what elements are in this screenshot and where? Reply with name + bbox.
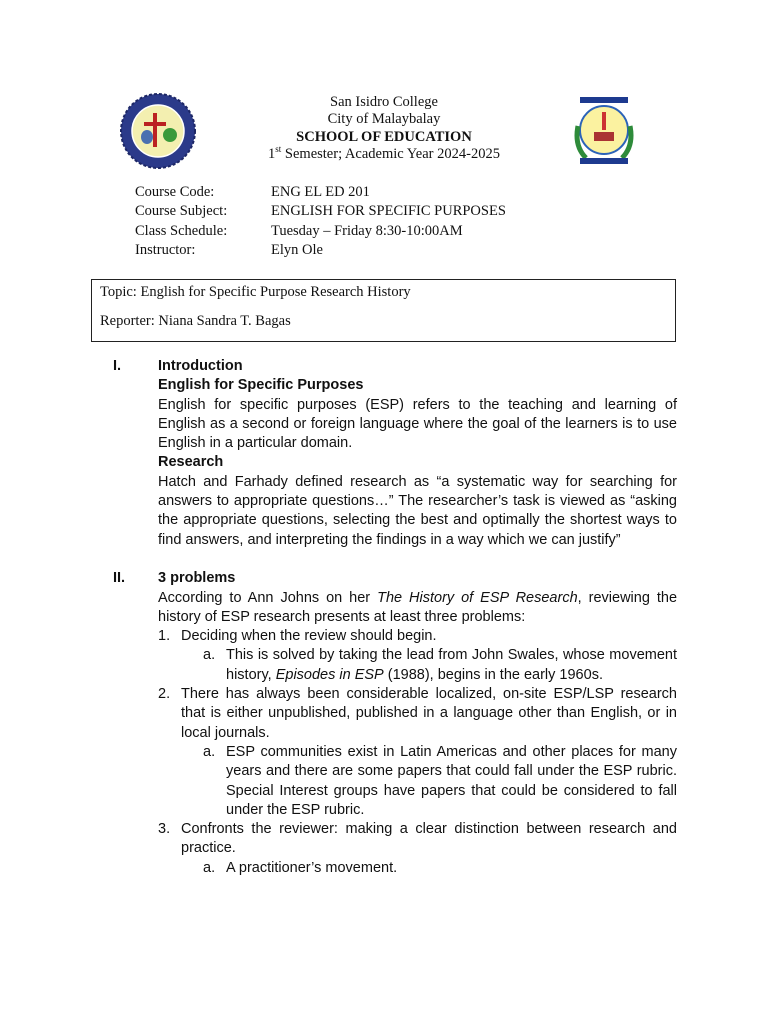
course-subject-row — [135, 202, 506, 221]
label: Class Schedule: — [135, 222, 228, 239]
sub-list-item: a. This is solved by taking the lead from John Swales, whose movement history, Episodes in ESP (1988), begins in the early 1960s. — [203, 647, 677, 683]
document-body — [113, 357, 678, 878]
paragraph: According to Ann Johns on her The History of ESP Research, reviewing the history of ESP research presents at least three problems: — [158, 589, 678, 625]
section-3-problems — [113, 569, 678, 878]
paragraph: English for specific purposes (ESP) refers to the teaching and learning of English as a second or foreign language where the goal of the learners is to use English in a particular domain. — [158, 396, 677, 452]
section-number: II. — [113, 570, 126, 587]
school-of-education-logo — [572, 96, 636, 173]
topic-box — [91, 279, 676, 342]
section-title: 3 problems — [158, 570, 236, 587]
san-isidro-college-seal-logo — [120, 93, 196, 174]
subheading: English for Specific Purposes — [158, 377, 364, 394]
sub-list-item: a. ESP communities exist in Latin Americas and other places for many years and there are some papers that could fall under the ESP rubric. Special Interest groups have papers that could be considered to fall under the ESP rubric. — [203, 743, 677, 818]
section-introduction — [113, 357, 677, 550]
value: ENG EL ED 201 — [271, 184, 370, 200]
semester-line: 1st Semester; Academic Year 2024-2025 — [268, 144, 500, 163]
instructor-row — [135, 241, 506, 260]
section-number: I. — [113, 358, 122, 374]
reporter-text: Reporter: Niana Sandra T. Bagas — [100, 313, 291, 329]
label: Instructor: — [135, 241, 196, 258]
document-header — [234, 94, 534, 164]
label: Course Subject: — [135, 203, 228, 220]
value: Tuesday – Friday 8:30-10:00AM — [271, 222, 463, 239]
list-item: 3. Confronts the reviewer: making a clear distinction between research and practice. — [158, 821, 677, 857]
course-code-row — [135, 183, 506, 202]
list-item: 1. Deciding when the review should begin. — [158, 628, 437, 645]
value: Elyn Ole — [271, 241, 323, 258]
college-name: San Isidro College — [330, 94, 438, 110]
label: Course Code: — [135, 184, 215, 200]
school-name: SCHOOL OF EDUCATION — [296, 128, 472, 145]
class-schedule-row — [135, 222, 506, 241]
list-item: 2. There has always been considerable localized, on-site ESP/LSP research that is either unpublished, published in a language other than English, or in local journals. — [158, 686, 677, 741]
paragraph: Hatch and Farhady defined research as “a systematic way for searching for answers to appropriate questions…” The researcher’s task is viewed as “asking the appropriate questions, selecting the best and optimally the shortest ways to find answers, and interpreting the findings in a way which we can justify” — [158, 473, 677, 548]
subheading: Research — [158, 454, 224, 471]
course-info — [135, 183, 506, 260]
value: ENGLISH FOR SPECIFIC PURPOSES — [271, 203, 506, 220]
city-name: City of Malaybalay — [327, 111, 441, 128]
topic-text: Topic: English for Specific Purpose Research History — [100, 284, 411, 300]
section-title: Introduction — [158, 358, 243, 374]
sub-list-item: a. A practitioner’s movement. — [203, 859, 398, 876]
